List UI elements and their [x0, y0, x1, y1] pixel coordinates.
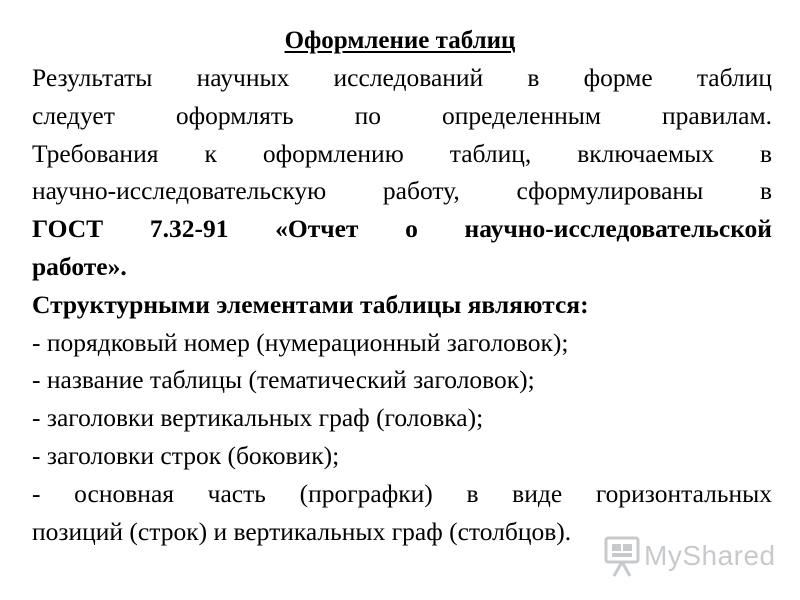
slide-body — [32, 59, 772, 550]
standard-reference-line: ГОСТ 7.32-91 «Отчет о научно-исследовательской — [32, 214, 772, 244]
section-heading: Структурными элементами таблицы являются: — [32, 289, 589, 319]
watermark — [602, 534, 776, 578]
presentation-board-icon — [602, 534, 642, 578]
list-item: - основная часть (прографки) в виде горизонтальных — [32, 478, 772, 508]
list-item-continuation: позиций (строк) и вертикальных граф (столбцов). — [32, 516, 572, 546]
body-line: Результаты научных исследований в форме таблиц — [32, 63, 772, 92]
body-line: Требования к оформлению таблиц, включаемых в — [32, 138, 772, 168]
watermark-text: MyShared — [644, 540, 776, 571]
page-title: Оформление таблиц — [284, 27, 516, 54]
body-line: научно-исследовательскую работу, сформулированы в — [32, 176, 772, 206]
standard-reference-line: работе». — [32, 251, 127, 281]
list-item: - порядковый номер (нумерационный заголовок); — [32, 327, 569, 357]
list-item: - название таблицы (тематический заголовок); — [32, 365, 535, 395]
list-item: - заголовки вертикальных граф (головка); — [32, 403, 484, 433]
list-item: - заголовки строк (боковик); — [32, 440, 340, 470]
body-line: следует оформлять по определенным правилам. — [32, 100, 772, 130]
